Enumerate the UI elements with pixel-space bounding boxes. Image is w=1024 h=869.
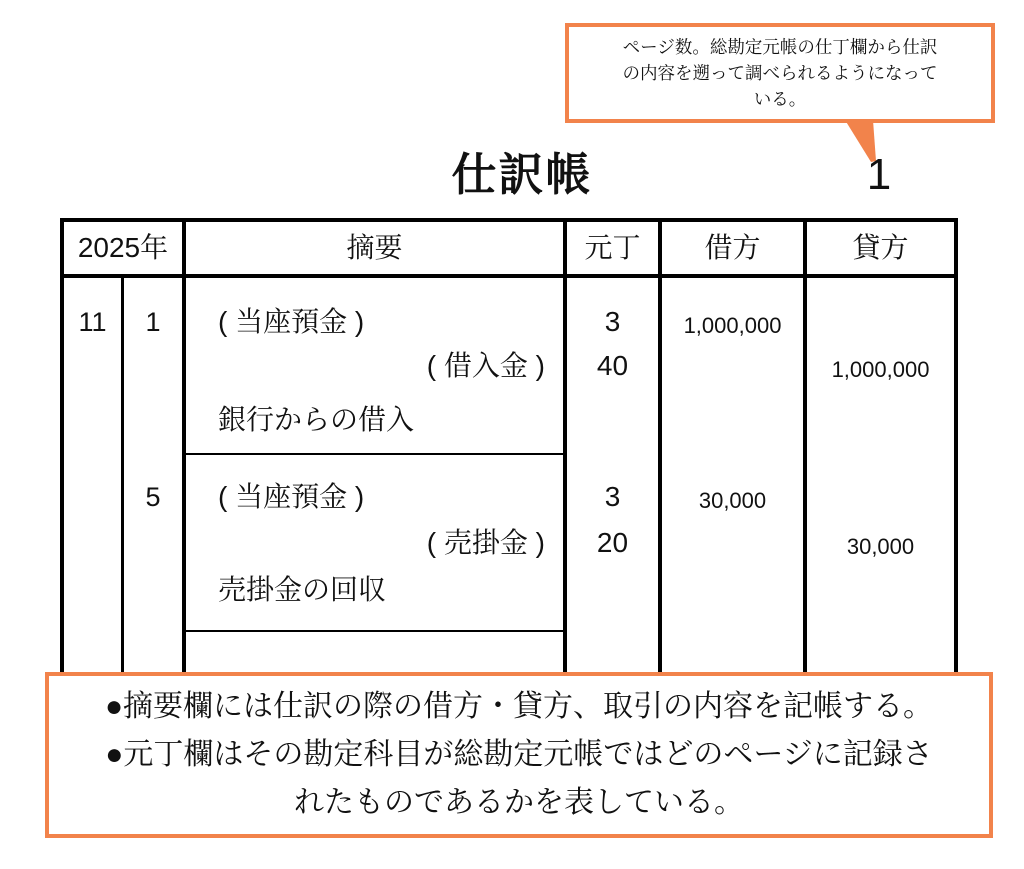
table-rule-debit-credit <box>803 218 807 673</box>
entry-credit-account: ( 売掛金 ) <box>426 527 545 558</box>
entry-credit-ledger-page: 40 <box>596 350 629 381</box>
explanation-note <box>45 672 993 838</box>
table-border-left <box>60 218 64 673</box>
callout-text-line: ページ数。総勘定元帳の仕丁欄から仕訳 <box>622 37 938 57</box>
column-header-debit: 借方 <box>704 232 761 263</box>
entry-credit-ledger-page: 20 <box>596 527 629 558</box>
table-rule-summary-ledger <box>563 218 567 673</box>
entry-credit-account: ( 借入金 ) <box>426 350 545 381</box>
entry-separator <box>186 630 563 632</box>
page-number: 1 <box>866 150 892 199</box>
entry-debit-ledger-page: 3 <box>604 481 621 512</box>
note-text-line: ●摘要欄には仕訳の際の借方・貸方、取引の内容を記帳する。 <box>104 690 934 723</box>
column-header-ledger-page: 元丁 <box>584 232 641 263</box>
entry-description: 売掛金の回収 <box>218 574 387 605</box>
callout-text-line: いる。 <box>753 89 807 109</box>
entry-debit-account: ( 当座預金 ) <box>218 306 365 337</box>
column-header-credit: 貸方 <box>852 232 909 263</box>
column-header-summary: 摘要 <box>346 232 403 263</box>
entry-debit-ledger-page: 3 <box>604 306 621 337</box>
entry-debit-amount: 1,000,000 <box>683 313 782 338</box>
entry-day: 1 <box>145 307 161 337</box>
table-rule-date-summary <box>182 218 186 673</box>
entry-month: 11 <box>78 307 107 337</box>
table-rule-ledger-debit <box>658 218 662 673</box>
entry-separator <box>186 453 563 455</box>
table-header-rule <box>60 274 958 278</box>
column-header-year: 2025年 <box>77 232 169 263</box>
entry-credit-amount: 1,000,000 <box>831 357 930 382</box>
entry-debit-account: ( 当座預金 ) <box>218 481 365 512</box>
entry-day: 5 <box>145 482 161 512</box>
journal-table <box>60 218 958 673</box>
page-title: 仕訳帳 <box>451 149 593 200</box>
note-text-line: れたものであるかを表している。 <box>294 786 744 819</box>
page-number-callout <box>565 23 995 123</box>
table-border-right <box>954 218 958 673</box>
callout-text-line: の内容を遡って調べられるようになって <box>622 63 938 83</box>
entry-debit-amount: 30,000 <box>698 488 767 513</box>
entry-credit-amount: 30,000 <box>846 534 915 559</box>
note-text-line: ●元丁欄はその勘定科目が総勘定元帳ではどのページに記録さ <box>105 738 933 771</box>
entry-description: 銀行からの借入 <box>218 404 415 435</box>
